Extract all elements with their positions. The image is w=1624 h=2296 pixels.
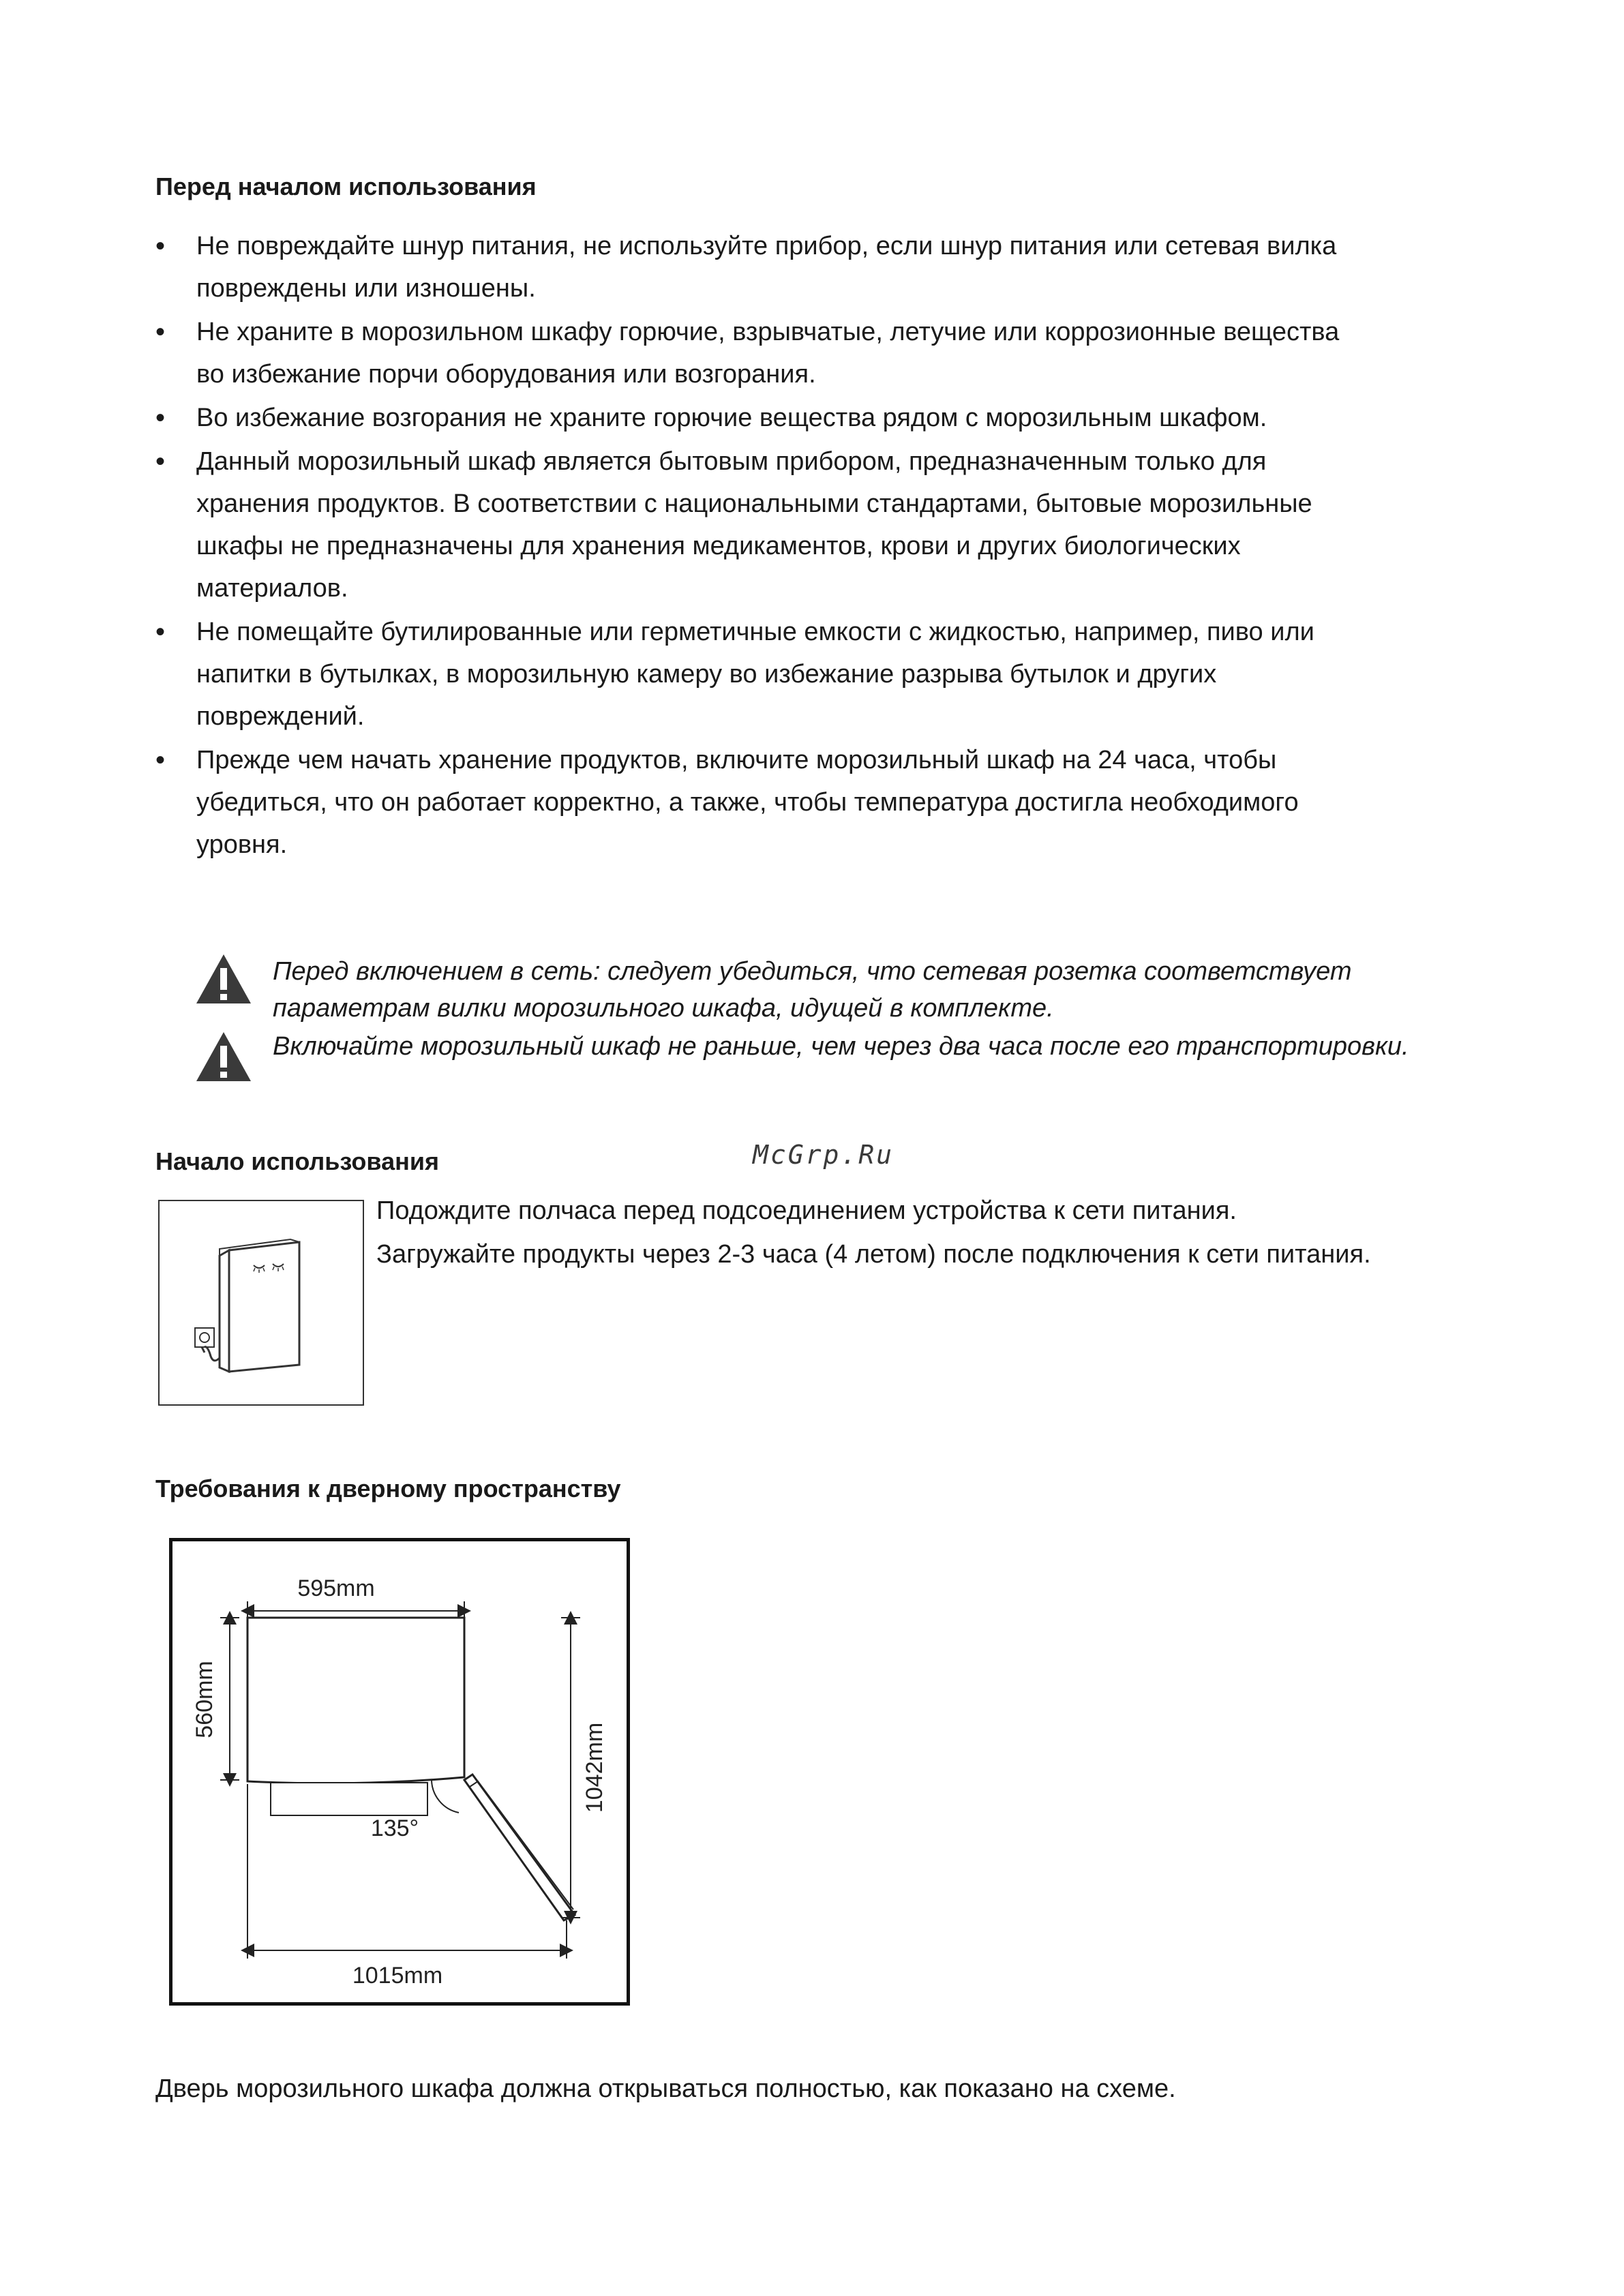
door-clearance-diagram: [169, 1538, 630, 2006]
total-width-dimension-label: 1015mm: [352, 1963, 443, 1989]
list-item: • Не помещайте бутилированные или герметичные емкости с жидкостью, например, пиво или напитки в бутылках, в морозильную камеру во избежание разрыва бутылок и других повреждений.: [155, 611, 1369, 738]
watermark: McGrp.Ru: [753, 1140, 894, 1170]
warning-text-transport: Включайте морозильный шкаф не раньше, чем через два часа после его транспортировки.: [273, 1032, 1409, 1061]
freezer-icon: [160, 1201, 363, 1404]
instruction-line-wait: Подождите полчаса перед подсоединением устройства к сети питания.: [376, 1196, 1237, 1225]
warning-text-socket: Перед включением в сеть: следует убедиться, что сетевая розетка соответствует параметрам вилки морозильного шкафа, идущей в комплекте.: [273, 957, 1352, 1023]
precautions-list: [155, 225, 1369, 867]
list-item: • Прежде чем начать хранение продуктов, включите морозильный шкаф на 24 часа, чтобы убедиться, что он работает корректно, а также, чтобы температура достигла необходимого уровня.: [155, 739, 1369, 866]
total-depth-dimension-label: 1042mm: [582, 1722, 607, 1813]
door-note: Дверь морозильного шкафа должна открываться полностью, как показано на схеме.: [155, 2074, 1176, 2103]
list-item: • Данный морозильный шкаф является бытовым прибором, предназначенным только для хранения продуктов. В соответствии с национальными стандартами, бытовые морозильные шкафы не предназначены для хранения медикаментов, крови и других биологических материалов.: [155, 440, 1369, 609]
section-heading-start-use: Начало использования: [155, 1147, 439, 1175]
warning-triangle-icon: [194, 1029, 254, 1084]
list-item: • Во избежание возгорания не храните горючие вещества рядом с морозильным шкафом.: [155, 397, 1369, 439]
freezer-plug-illustration: [158, 1200, 364, 1406]
width-dimension-label: 595mm: [297, 1575, 375, 1601]
list-item: • Не храните в морозильном шкафу горючие, взрывчатые, летучие или коррозионные вещества во избежание порчи оборудования или возгорания.: [155, 311, 1369, 395]
section-heading-door-space: Требования к дверному пространству: [155, 1475, 621, 1502]
depth-dimension-label: 560mm: [192, 1661, 217, 1738]
angle-label: 135°: [370, 1815, 419, 1841]
list-item: • Не повреждайте шнур питания, не используйте прибор, если шнур питания или сетевая вилка повреждены или изношены.: [155, 225, 1369, 309]
instruction-line-load: Загружайте продукты через 2-3 часа (4 летом) после подключения к сети питания.: [376, 1240, 1371, 1269]
section-heading-before-use: Перед началом использования: [155, 172, 537, 200]
door-clearance-drawing: [172, 1541, 627, 2002]
warning-triangle-icon: [194, 952, 254, 1006]
